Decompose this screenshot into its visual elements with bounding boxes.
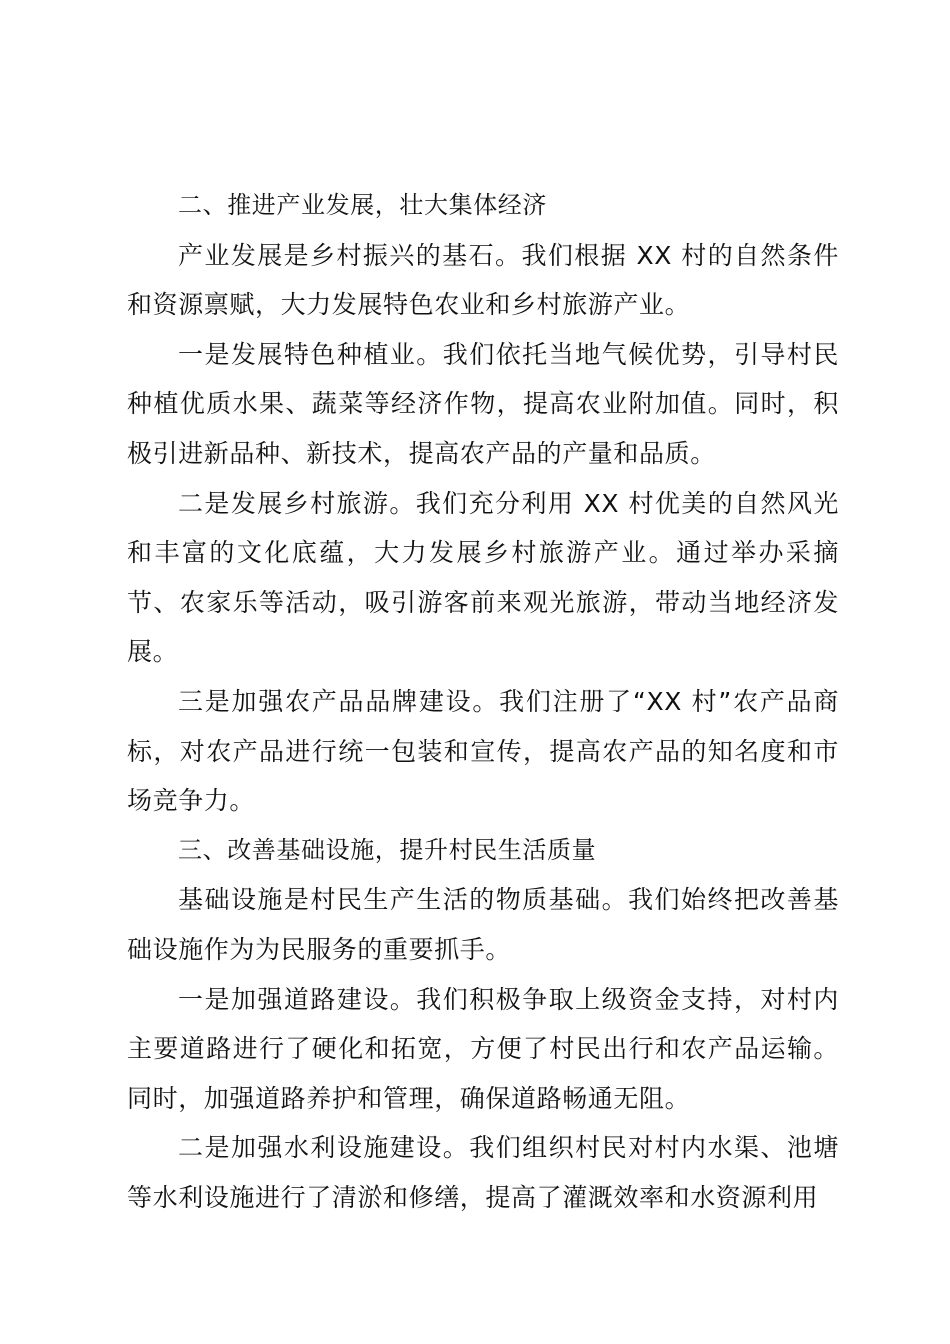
paragraph-infrastructure-intro: 基础设施是村民生产生活的物质基础。我们始终把改善基础设施作为为民服务的重要抓手。 [127, 885, 839, 964]
paragraph-road-construction: 一是加强道路建设。我们积极争取上级资金支持，对村内主要道路进行了硬化和拓宽，方便了村民出行和农产品运输。同时，加强道路养护和管理，确保道路畅通无阻。 [127, 984, 839, 1113]
paragraph-water-conservancy: 二是加强水利设施建设。我们组织村民对村内水渠、池塘等水利设施进行了清淤和修缮，提高了灌溉效率和水资源利用 [127, 1133, 839, 1212]
document-body [127, 181, 839, 1222]
paragraph-brand-building: 三是加强农产品品牌建设。我们注册了“XX 村”农产品商标，对农产品进行统一包装和宣传，提高农产品的知名度和市场竞争力。 [127, 686, 839, 816]
paragraph-industry-intro: 产业发展是乡村振兴的基石。我们根据 XX 村的自然条件和资源禀赋，大力发展特色农业和乡村旅游产业。 [127, 240, 839, 320]
paragraph-specialty-planting: 一是发展特色种植业。我们依托当地气候优势，引导村民种植优质水果、蔬菜等经济作物，提高农业附加值。同时，积极引进新品种、新技术，提高农产品的产量和品质。 [127, 339, 839, 468]
section-heading-industry: 二、推进产业发展，壮大集体经济 [178, 191, 547, 219]
section-heading-infrastructure: 三、改善基础设施，提升村民生活质量 [178, 835, 597, 864]
paragraph-rural-tourism: 二是发展乡村旅游。我们充分利用 XX 村优美的自然风光和丰富的文化底蕴，大力发展乡村旅游产业。通过举办采摘节、农家乐等活动，吸引游客前来观光旅游，带动当地经济发展。 [127, 488, 839, 667]
